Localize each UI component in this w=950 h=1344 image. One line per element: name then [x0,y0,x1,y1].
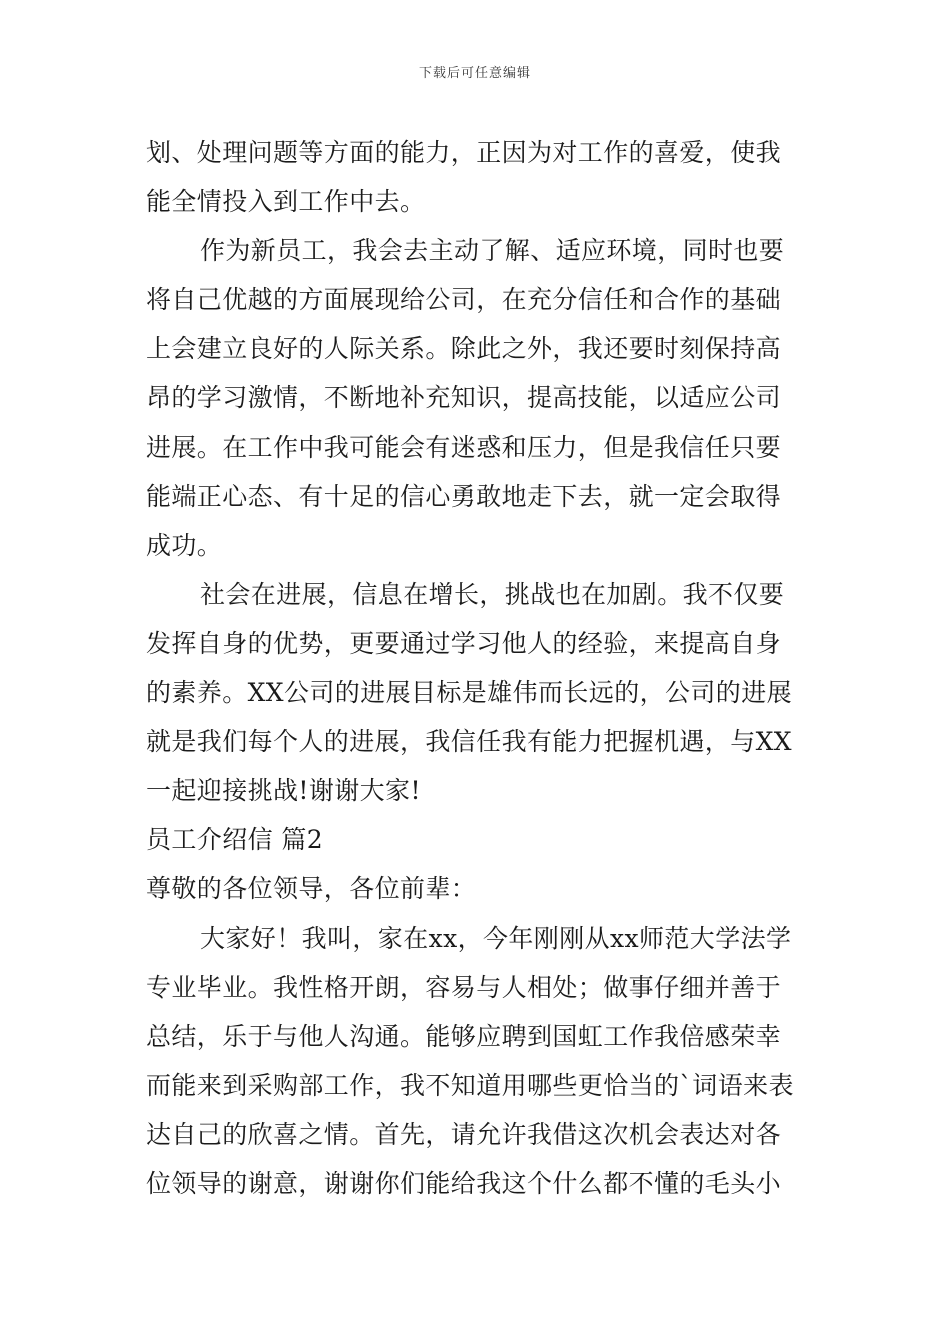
text-line: 将自己优越的方面展现给公司，在充分信任和合作的基础 [146,285,782,315]
download-note: 下载后可任意编辑 [418,66,531,81]
text-line: 社会在进展，信息在增长，挑战也在加剧。我不仅要 [200,579,785,609]
text-line: 尊敬的各位领导，各位前辈： [146,874,477,904]
paragraph-4 [146,914,818,1209]
text-line: 位领导的谢意，谢谢你们能给我这个什么都不懂的毛头小 [146,1168,782,1198]
text-line: 上会建立良好的人际关系。除此之外，我还要时刻保持高 [146,334,782,364]
text-line: 员工介绍信 篇2 [146,825,324,855]
paragraph-1 [146,128,818,226]
text-line: 进展。在工作中我可能会有迷惑和压力，但是我信任只要 [146,432,782,462]
text-line: 大家好！我叫，家在xx，今年刚刚从xx师范大学法学 [200,923,792,953]
text-line: 作为新员工，我会去主动了解、适应环境，同时也要 [200,236,785,266]
paragraph-2 [146,226,818,570]
text-line: 总结，乐于与他人沟通。能够应聘到国虹工作我倍感荣幸 [146,1021,782,1051]
text-line: 能端正心态、有十足的信心勇敢地走下去，就一定会取得 [146,481,782,511]
text-line: 昂的学习激情，不断地补充知识，提高技能，以适应公司 [146,383,782,413]
section-heading [146,815,818,864]
text-line: 专业毕业。我性格开朗，容易与人相处；做事仔细并善于 [146,972,782,1002]
text-line: 而能来到采购部工作，我不知道用哪些更恰当的`词语来表 [146,1070,794,1100]
text-line: 就是我们每个人的进展，我信任我有能力把握机遇，与XX [146,727,792,757]
text-line: 能全情投入到工作中去。 [146,187,426,217]
text-line: 划、处理问题等方面的能力，正因为对工作的喜爱，使我 [146,138,782,167]
text-line: 成功。 [146,530,223,560]
text-line: 的素养。XX公司的进展目标是雄伟而长远的，公司的进展 [146,678,792,708]
text-line: 达自己的欣喜之情。首先，请允许我借这次机会表达对各 [146,1119,782,1149]
text-line: 发挥自身的优势，更要通过学习他人的经验，来提高自身 [146,628,782,658]
salutation [146,864,818,913]
text-line: 一起迎接挑战!谢谢大家! [146,776,421,806]
document-body [146,128,818,1208]
paragraph-3 [146,570,818,815]
